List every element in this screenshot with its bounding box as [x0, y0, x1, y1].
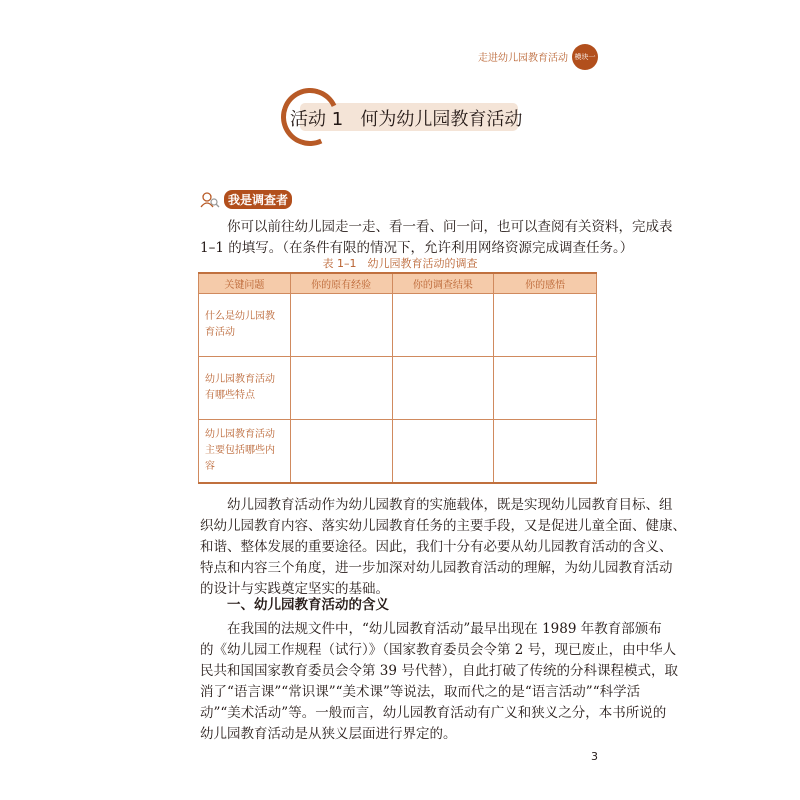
table-cell — [290, 294, 392, 357]
table-row — [199, 420, 597, 484]
table-row — [199, 357, 597, 420]
column-header: 关键问题 — [199, 273, 291, 294]
column-header: 你的调查结果 — [392, 273, 494, 294]
body-line: 特点和内容三个角度，进一步加深对幼儿园教育活动的理解，为幼儿园教育活动 — [200, 560, 673, 576]
page-title: 活动 1 何为幼儿园教育活动 — [290, 109, 523, 130]
table-cell: 幼儿园教育活动主要包括哪些内容 — [199, 420, 291, 484]
body-line: 的设计与实践奠定坚实的基础。 — [200, 581, 389, 597]
table-header-row — [199, 273, 597, 294]
table-cell — [494, 420, 597, 484]
table-cell — [392, 294, 494, 357]
running-header: 走进幼儿园教育活动 — [478, 53, 568, 64]
body-line: 在我国的法规文件中，“幼儿园教育活动”最早出现在 1989 年教育部颁布 — [227, 621, 662, 637]
body-line: 幼儿园教育活动是从狭义层面进行界定的。 — [200, 726, 457, 742]
table-cell: 幼儿园教育活动有哪些特点 — [199, 357, 291, 420]
page-number: 3 — [591, 750, 598, 763]
table-cell — [494, 294, 597, 357]
body-line: 织幼儿园教育内容、落实幼儿园教育任务的主要手段，又是促进儿童全面、健康、 — [200, 518, 686, 534]
person-search-icon — [200, 192, 220, 208]
module-badge: 模块一 — [572, 44, 598, 70]
table-cell — [290, 420, 392, 484]
section-label — [200, 190, 292, 209]
body-line: 动”“美术活动”等。一般而言，幼儿园教育活动有广义和狭义之分，本书所说的 — [200, 705, 667, 721]
table-cell — [392, 420, 494, 484]
table-cell: 什么是幼儿园教育活动 — [199, 294, 291, 357]
survey-table — [198, 272, 597, 484]
section-heading: 一、幼儿园教育活动的含义 — [227, 597, 389, 613]
column-header: 你的原有经验 — [290, 273, 392, 294]
body-line: 幼儿园教育活动作为幼儿园教育的实施载体，既是实现幼儿园教育目标、组 — [227, 497, 673, 513]
column-header: 你的感悟 — [494, 273, 597, 294]
table-caption: 表 1–1 幼儿园教育活动的调查 — [322, 257, 478, 270]
table-cell — [392, 357, 494, 420]
body-line: 消了“语言课”“常识课”“美术课”等说法，取而代之的是“语言活动”“科学活 — [200, 684, 641, 700]
intro-line: 你可以前往幼儿园走一走、看一看、问一问，也可以查阅有关资料，完成表 — [227, 219, 673, 235]
body-line: 民共和国国家教育委员会令第 39 号代替），自此打破了传统的分科课程模式，取 — [200, 663, 679, 679]
section-label-text: 我是调查者 — [224, 190, 292, 209]
body-line: 和谐、整体发展的重要途径。因此，我们十分有必要从幼儿园教育活动的含义、 — [200, 539, 673, 555]
body-line: 的《幼儿园工作规程（试行）》（国家教育委员会令第 2 号，现已废止，由中华人 — [200, 642, 677, 658]
table-row — [199, 294, 597, 357]
table-cell — [494, 357, 597, 420]
table-cell — [290, 357, 392, 420]
intro-line: 1–1 的填写。（在条件有限的情况下，允许利用网络资源完成调查任务。） — [200, 240, 634, 256]
